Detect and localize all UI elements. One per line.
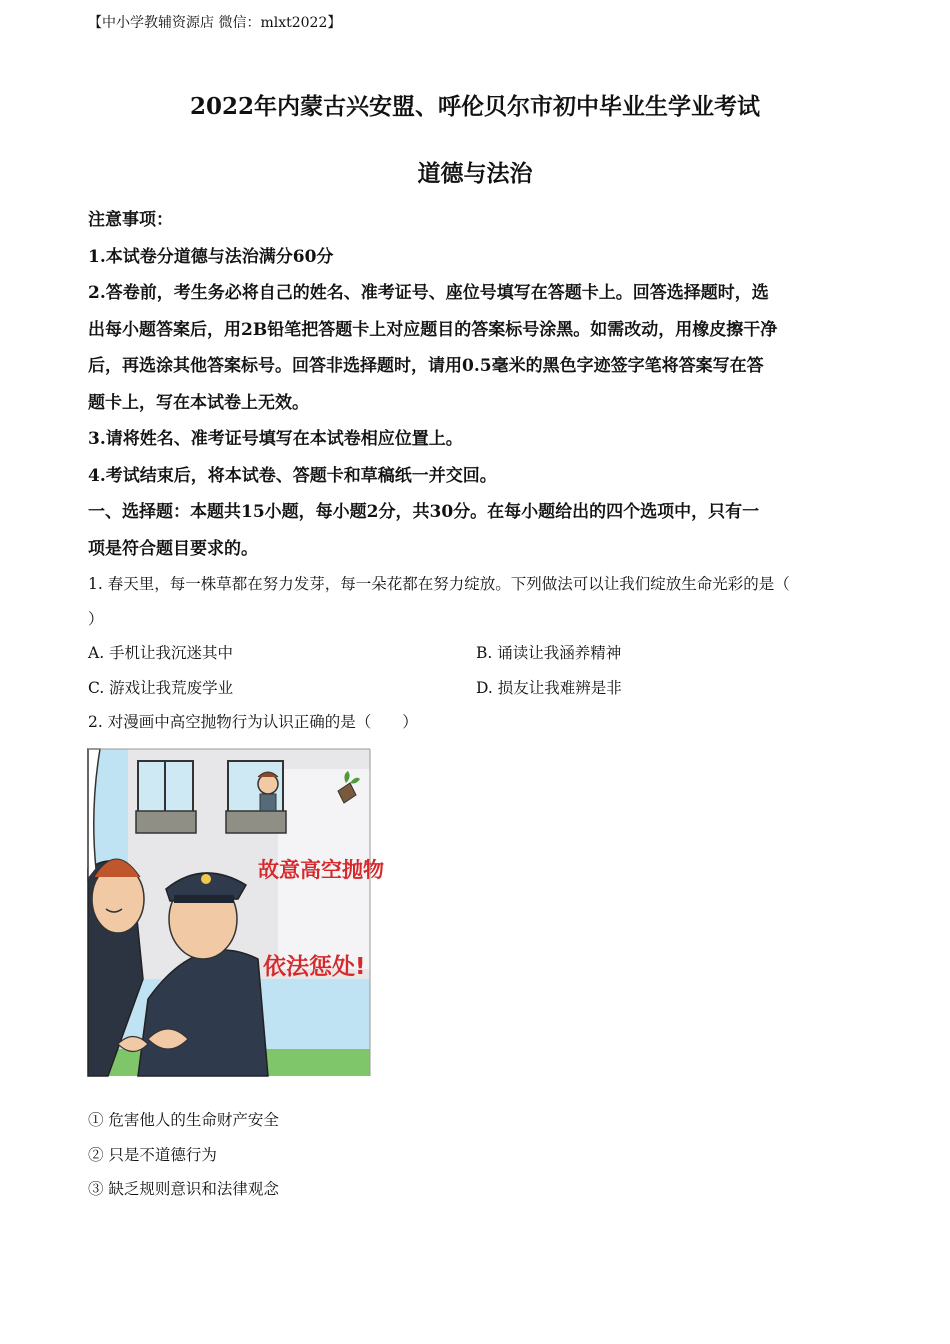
- q2-statements: [88, 1103, 279, 1207]
- notice-section: [88, 202, 868, 567]
- section-instruction: 一、选择题：本题共15小题，每小题2分，共30分。在每小题给出的四个选项中，只有一: [88, 502, 760, 522]
- cartoon-image: [88, 749, 384, 1076]
- header-note: 【中小学教辅资源店 微信：mlxt2022】: [88, 15, 342, 31]
- notice-line: 2.答卷前，考生务必将自己的姓名、准考证号、座位号填写在答题卡上。回答选择题时，选: [88, 283, 769, 303]
- q2-stem: 2. 对漫画中高空抛物行为认识正确的是（ ）: [88, 713, 418, 731]
- cartoon-caption-1: 故意高空抛物: [258, 858, 384, 882]
- cartoon-caption-2: 依法惩处!: [263, 954, 366, 980]
- q2-statement-1: ① 危害他人的生命财产安全: [88, 1111, 279, 1129]
- exam-title: 2022年内蒙古兴安盟、呼伦贝尔市初中毕业生学业考试: [189, 93, 760, 120]
- subject-title: 道德与法治: [417, 160, 533, 187]
- q1-stem-end: ）: [88, 609, 104, 628]
- notice-line: 后，再选涂其他答案标号。回答非选择题时，请用0.5毫米的黑色字迹签字笔将答案写在答: [88, 356, 764, 376]
- section-instruction: 项是符合题目要求的。: [88, 538, 258, 559]
- question-1: [88, 567, 858, 740]
- q2-statement-3: ③ 缺乏规则意识和法律观念: [88, 1180, 279, 1198]
- notice-line: 3.请将姓名、准考证号填写在本试卷相应位置上。: [88, 429, 463, 449]
- q1-option-c: C. 游戏让我荒废学业: [88, 678, 234, 697]
- q1-stem: 1. 春天里，每一株草都在努力发芽，每一朵花都在努力绽放。下列做法可以让我们绽放生命光彩的是（: [88, 575, 790, 593]
- q2-statement-2: ② 只是不道德行为: [88, 1145, 217, 1164]
- notice-line: 1.本试卷分道德与法治满分60分: [88, 246, 334, 267]
- q1-option-d: D. 损友让我难辨是非: [476, 678, 622, 697]
- q1-option-b: B. 诵读让我涵养精神: [476, 644, 622, 662]
- notice-line: 题卡上，写在本试卷上无效。: [88, 392, 309, 413]
- q1-option-a: A. 手机让我沉迷其中: [88, 644, 234, 662]
- notice-heading: 注意事项：: [88, 210, 173, 230]
- notice-line: 出每小题答案后，用2B铅笔把答题卡上对应题目的答案标号涂黑。如需改动，用橡皮擦干净: [88, 319, 778, 340]
- notice-line: 4.考试结束后，将本试卷、答题卡和草稿纸一并交回。: [88, 465, 497, 486]
